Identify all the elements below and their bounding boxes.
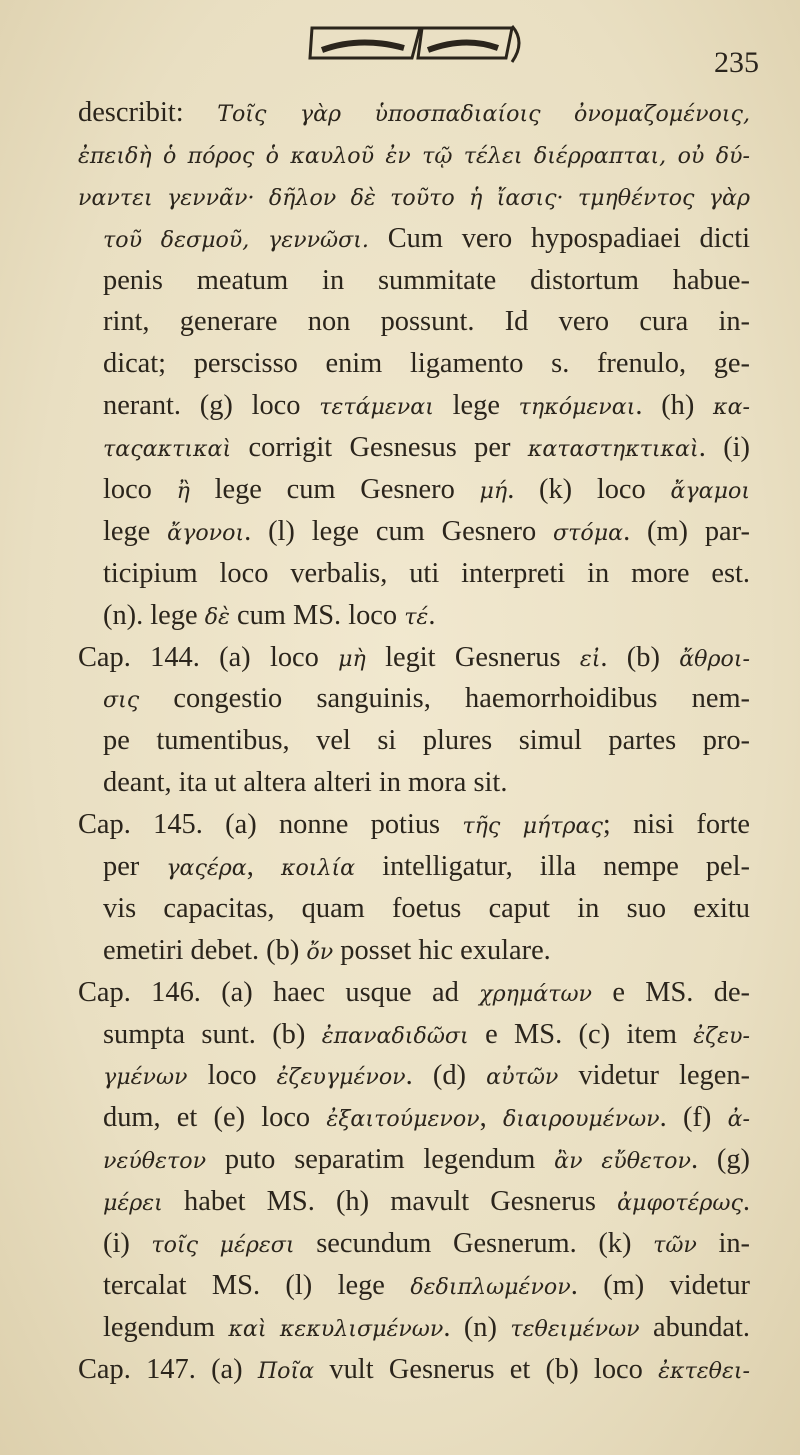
greek-text: τῆς μήτρας xyxy=(462,813,603,840)
greek-text: τεθειμένων xyxy=(510,1315,640,1342)
latin-text: ticipium loco verbalis, uti interpreti in more est. xyxy=(103,557,750,589)
greek-text: τετάμεναι xyxy=(319,394,434,421)
text-line xyxy=(78,1014,750,1056)
latin-text: . xyxy=(428,599,436,631)
latin-text: Cap. 145. (a) nonne potius xyxy=(78,809,463,841)
latin-text: deant, ita ut altera alteri in mora sit. xyxy=(103,767,508,799)
latin-text: loco xyxy=(103,474,177,506)
latin-text: (i) xyxy=(103,1228,152,1260)
latin-text: nerant. (g) loco xyxy=(103,390,320,422)
page-number: 235 xyxy=(714,46,759,79)
latin-text: intelligatur, illa nempe pel- xyxy=(355,851,751,883)
text-line xyxy=(78,762,750,804)
latin-text: tercalat MS. (l) lege xyxy=(103,1269,411,1301)
latin-text: . (m) videtur xyxy=(570,1269,750,1301)
greek-text: ταςακτικαὶ xyxy=(103,436,232,463)
greek-text: ἐζευγμένον xyxy=(276,1064,406,1091)
latin-text: secundum Gesnerum. (k) xyxy=(294,1228,654,1260)
greek-text: δὲ xyxy=(204,603,230,630)
latin-text: . (i) xyxy=(698,432,750,464)
greek-text: ἐξαιτούμενον xyxy=(326,1106,480,1133)
latin-text: . (n) xyxy=(443,1311,511,1343)
text-line xyxy=(78,804,750,846)
text-line xyxy=(78,972,750,1014)
text-line xyxy=(78,301,750,343)
latin-text: habet MS. (h) mavult Gesnerus xyxy=(162,1186,618,1218)
greek-text: κοιλία xyxy=(280,855,356,882)
latin-text: videtur legen- xyxy=(558,1060,750,1092)
latin-text: lege xyxy=(433,390,519,422)
latin-text: . (h) xyxy=(635,390,714,422)
latin-text: . (k) loco xyxy=(507,474,671,506)
greek-text: στόμα xyxy=(553,519,624,546)
text-line xyxy=(78,260,750,302)
latin-text: pe tumentibus, vel si plures simul partes pro- xyxy=(103,725,750,757)
latin-text: corrigit Gesnesus per xyxy=(231,432,528,464)
text-line xyxy=(78,720,750,762)
text-line xyxy=(78,888,750,930)
latin-text: (n). lege xyxy=(103,599,205,631)
text-line xyxy=(78,469,750,511)
greek-text: ἂν εὔθετον xyxy=(554,1148,691,1175)
text-line xyxy=(78,385,750,427)
latin-text: . (f) xyxy=(659,1102,728,1134)
greek-text: ναντει γεννᾶν· δῆλον δὲ τοῦτο ἡ ἴασις· τμηθέντος γὰρ xyxy=(78,184,750,211)
text-line xyxy=(78,678,750,720)
greek-text: καὶ κεκυλισμένων xyxy=(228,1315,444,1342)
latin-text: sumpta sunt. (b) xyxy=(103,1018,322,1050)
text-line xyxy=(78,427,750,469)
latin-text: cum MS. loco xyxy=(229,599,405,631)
text-line xyxy=(78,134,750,176)
latin-text: Cum vero hypospadiaei dicti xyxy=(368,222,751,254)
greek-text: κα- xyxy=(713,394,750,421)
greek-text: σις xyxy=(103,687,140,714)
latin-text: , xyxy=(479,1102,503,1134)
text-line xyxy=(78,1223,750,1265)
body-text xyxy=(78,92,750,1391)
greek-text: ἐπαναδιδῶσι xyxy=(321,1022,469,1049)
greek-text: τοῖς μέρεσι xyxy=(151,1232,295,1259)
greek-text: τοῦ δεσμοῦ, γεννῶσι. xyxy=(103,226,369,253)
latin-text: . (d) xyxy=(405,1060,487,1092)
latin-text: Cap. 147. (a) xyxy=(78,1353,258,1385)
latin-text: Cap. 146. (a) haec usque ad xyxy=(78,976,480,1008)
greek-text: μὴ xyxy=(338,645,366,672)
latin-text: e MS. de- xyxy=(591,976,750,1008)
latin-text: emetiri debet. (b) xyxy=(103,934,307,966)
latin-text: Cap. 144. (a) loco xyxy=(78,641,339,673)
greek-text: τέ xyxy=(404,603,429,630)
latin-text: vult Gesnerus et (b) loco xyxy=(314,1353,659,1385)
text-line xyxy=(78,1349,750,1391)
greek-text: καταστηκτικαὶ xyxy=(527,436,699,463)
latin-text: rint, generare non possunt. Id vero cura in- xyxy=(103,306,750,338)
greek-text: διαιρουμένων xyxy=(502,1106,660,1133)
latin-text: . xyxy=(742,1186,750,1218)
text-line xyxy=(78,92,750,134)
text-line xyxy=(78,1307,750,1349)
latin-text: ; nisi forte xyxy=(602,809,750,841)
latin-text: dum, et (e) loco xyxy=(103,1102,327,1134)
latin-text: puto separatim legendum xyxy=(206,1144,555,1176)
text-line xyxy=(78,1181,750,1223)
latin-text: describit: xyxy=(78,97,218,128)
latin-text: loco xyxy=(187,1060,277,1092)
greek-text: δεδιπλωμένον xyxy=(410,1273,571,1300)
greek-text: Τοῖς γὰρ ὑποσπαδιαίοις ὀνομαζομένοις, xyxy=(217,101,750,127)
latin-text: posset hic exulare. xyxy=(333,934,551,966)
latin-text: lege xyxy=(103,515,168,547)
greek-text: μέρει xyxy=(103,1190,163,1217)
latin-text: in- xyxy=(696,1228,750,1260)
text-line xyxy=(78,846,750,888)
greek-text: ἄθροι- xyxy=(679,645,751,672)
latin-text: congestio sanguinis, haemorrhoidibus nem- xyxy=(139,683,750,715)
latin-text: . (m) par- xyxy=(623,515,750,547)
text-line xyxy=(78,176,750,218)
greek-text: τηκόμεναι xyxy=(518,394,636,421)
greek-text: ἀμφοτέρως xyxy=(617,1190,743,1217)
text-line xyxy=(78,595,750,637)
latin-text: . (l) lege cum Gesnero xyxy=(244,515,554,547)
text-line xyxy=(78,218,750,260)
greek-text: ἄγαμοι xyxy=(670,478,751,505)
latin-text: penis meatum in summitate distortum habue- xyxy=(103,264,750,296)
greek-text: γαςέρα xyxy=(166,855,247,882)
greek-text: χρημάτων xyxy=(479,980,592,1007)
greek-text: ἐζευ- xyxy=(693,1022,750,1049)
printer-ornament-icon xyxy=(300,18,530,68)
text-line xyxy=(78,1265,750,1307)
latin-text: abundat. xyxy=(639,1311,750,1343)
latin-text: vis capacitas, quam foetus caput in suo exitu xyxy=(103,892,750,924)
latin-text: legit Gesnerus xyxy=(365,641,580,673)
latin-text: legendum xyxy=(103,1311,229,1343)
greek-text: ἢ xyxy=(176,478,190,505)
greek-text: ἐκτεθει- xyxy=(658,1357,750,1384)
text-line xyxy=(78,343,750,385)
greek-text: Ποῖα xyxy=(257,1357,315,1384)
text-line xyxy=(78,553,750,595)
text-line xyxy=(78,1097,750,1139)
text-line xyxy=(78,1139,750,1181)
text-line xyxy=(78,1055,750,1097)
greek-text: μή xyxy=(479,478,508,505)
latin-text: dicat; perscisso enim ligamento s. frenulo, ge- xyxy=(103,348,750,380)
greek-text: ἐπειδὴ ὁ πόρος ὁ καυλοῦ ἐν τῷ τέλει διέρραπται, οὐ δύ- xyxy=(78,142,750,169)
latin-text: . (b) xyxy=(600,641,680,673)
greek-text: αὐτῶν xyxy=(486,1064,559,1091)
latin-text: per xyxy=(103,851,167,883)
greek-text: νεύθετον xyxy=(103,1148,207,1175)
greek-text: εἰ xyxy=(579,645,601,672)
greek-text: ὄν xyxy=(306,938,334,965)
greek-text: γμένων xyxy=(103,1064,188,1091)
text-line xyxy=(78,637,750,679)
greek-text: ἄγονοι xyxy=(167,519,245,546)
latin-text: , xyxy=(246,851,281,883)
text-line xyxy=(78,930,750,972)
text-line xyxy=(78,511,750,553)
greek-text: ἀ- xyxy=(727,1106,751,1133)
latin-text: lege cum Gesnero xyxy=(189,474,480,506)
greek-text: τῶν xyxy=(653,1232,697,1259)
latin-text: e MS. (c) item xyxy=(468,1018,694,1050)
latin-text: . (g) xyxy=(690,1144,750,1176)
